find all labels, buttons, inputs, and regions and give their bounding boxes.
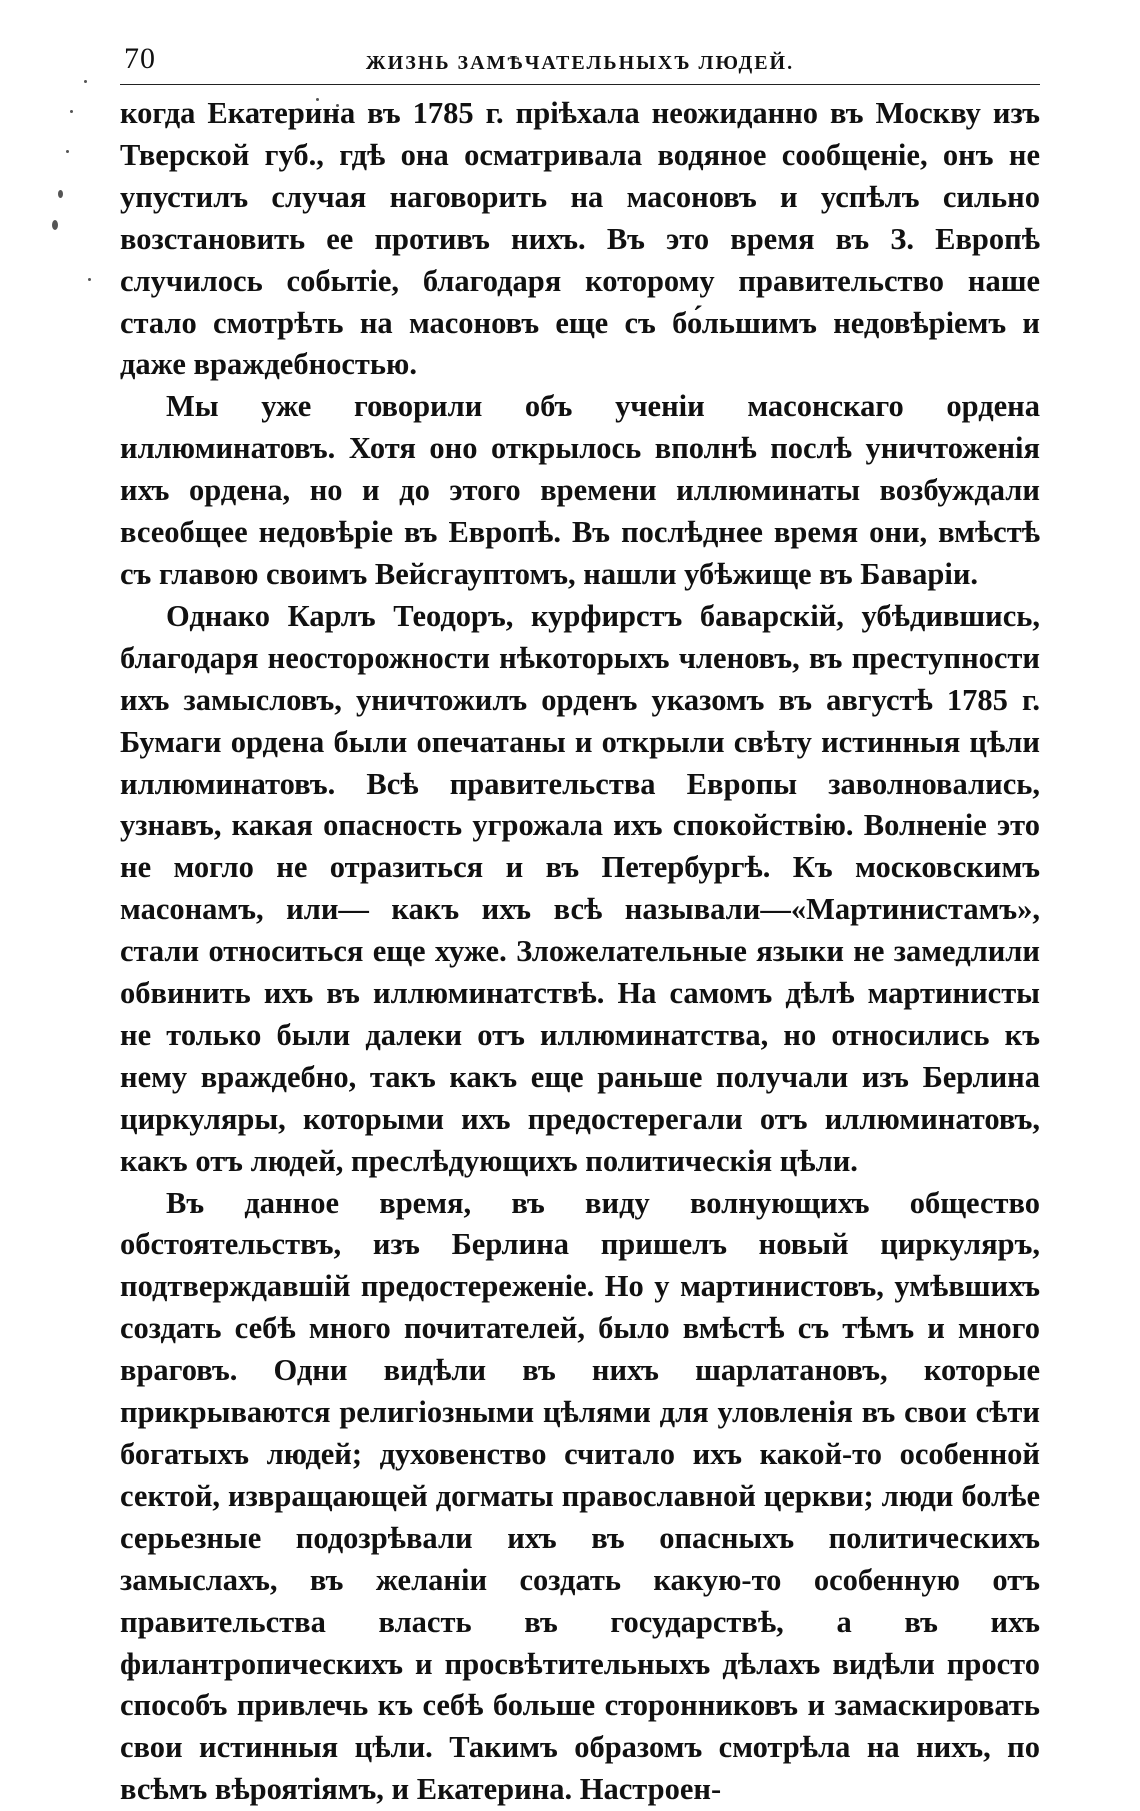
paragraph: Однако Карлъ Теодоръ, курфирстъ баварскій, убѣдившись, благодаря неосторожности нѣкоторыхъ членовъ, въ преступности ихъ замысловъ, уничтожилъ орденъ указомъ въ августѣ 1785 г. Бумаги ордена были опечатаны и открыли свѣту истинныя цѣли иллюминатовъ. Всѣ правительства Европы заволновались, узнавъ, какая опасность угрожала ихъ спокойствію. Волненіе это не могло не отразиться и въ Петербургѣ. Къ московскимъ масонамъ, или— какъ ихъ всѣ называли—«Мартинистамъ», стали относиться еще хуже. Зложелательные языки не замедлили обвинить ихъ въ иллюминатствѣ. На самомъ дѣлѣ мартинисты не только были далеки отъ иллюминатства, но относились къ нему враждебно, такъ какъ еще раньше получали изъ Берлина циркуляры, которыми ихъ предостерегали отъ иллюминатовъ, какъ отъ людей, преслѣдующихъ политическія цѣли.: [120, 598, 1040, 1178]
paragraph: Въ данное время, въ виду волнующихъ общество обстоятельствъ, изъ Берлина пришелъ новый циркуляръ, подтверждавшій предостереженіе. Но у мартинистовъ, умѣвшихъ создать себѣ много почитателей, было вмѣстѣ съ тѣмъ и много враговъ. Одни видѣли въ нихъ шарлатановъ, которые прикрываются религіозными цѣлями для уловленія въ свои сѣти богатыхъ людей; духовенство считало ихъ какой-то особенной сектой, извращающей догматы православной церкви; люди болѣе серьезные подозрѣвали ихъ въ опасныхъ политическихъ замыслахъ, въ желаніи создать какую-то особенную отъ правительства власть въ государствѣ, а въ ихъ филантропическихъ и просвѣтительныхъ дѣлахъ видѣли просто способъ привлечь къ себѣ больше сторонниковъ и замаскировать свои истинныя цѣли. Такимъ образомъ смотрѣла на нихъ, по всѣмъ вѣроятіямъ, и Екатерина. Настроен-: [120, 1185, 1040, 1807]
print-speck: [58, 190, 63, 198]
book-page: [120, 40, 1040, 1811]
page-number: 70: [124, 42, 156, 75]
paragraph: когда Екатерина въ 1785 г. пріѣхала неожиданно въ Москву изъ Тверской губ., гдѣ она осматривала водяное сообщеніе, онъ не упустилъ случая наговорить на масоновъ и успѣлъ сильно возстановить ее противъ нихъ. Въ это время въ З. Европѣ случилось событіе, благодаря которому правительство наше стало смотрѣть на масоновъ еще съ бо́льшимъ недовѣріемъ и даже враждебностью.: [120, 96, 1040, 382]
page-header: [120, 40, 1040, 85]
print-speck: [52, 220, 58, 230]
print-speck: [84, 80, 87, 83]
running-title: ЖИЗНЬ ЗАМѢЧАТЕЛЬНЫХЪ ЛЮДЕЙ.: [365, 52, 795, 74]
paragraph: Мы уже говорили объ ученіи масонскаго ордена иллюминатовъ. Хотя оно открылось вполнѣ послѣ уничтоженія ихъ ордена, но и до этого времени иллюминаты возбуждали всеобщее недовѣріе въ Европѣ. Въ послѣднее время они, вмѣстѣ съ главою своимъ Вейсгауптомъ, нашли убѣжище въ Баваріи.: [120, 389, 1040, 591]
print-speck: [70, 110, 73, 113]
body-text: [120, 93, 1040, 1811]
print-speck: [88, 278, 91, 281]
print-speck: [66, 150, 69, 153]
